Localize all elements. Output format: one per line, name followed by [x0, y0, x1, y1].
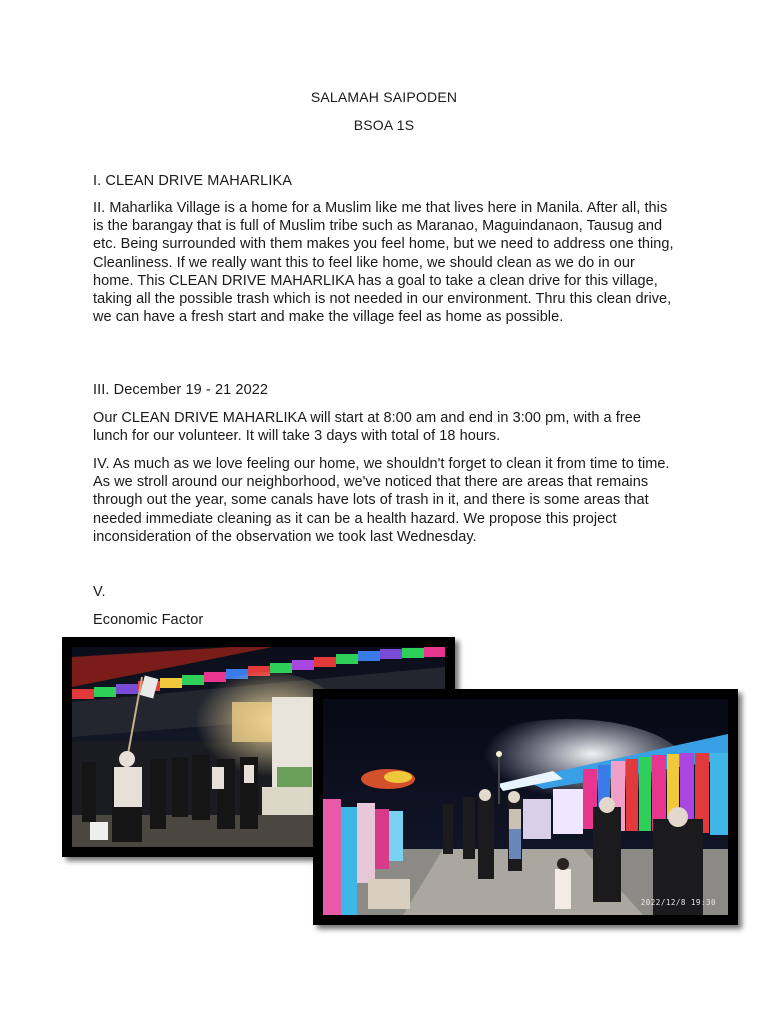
schedule-paragraph: Our CLEAN DRIVE MAHARLIKA will start at 8:00 am and end in 3:00 pm, with a free lunch for our volunteer. It will take 3 days with total of 18 hours.	[93, 410, 641, 445]
section-v-heading: V.	[93, 584, 106, 600]
rationale-paragraph: II. Maharlika Village is a home for a Muslim like me that lives here in Manila. After all, this is the barangay that is full of Muslim tribe such as Maranao, Maguindanaon, Tausug and etc. Being surrounded with them makes you feel home, but we need to address one thing, Cleanliness. If we really want this to feel like home, we should clean as we do in our home. This CLEAN DRIVE MAHARLIKA has a goal to take a clean drive for this village, taking all the possible trash which is not needed in our environment. Thru this clean drive, we can have a fresh start and make the village feel as home as possible.	[93, 200, 674, 326]
observation-paragraph: IV. As much as we love feeling our home, we shouldn't forget to clean it from time to time. As we stroll around our neighborhood, we've noticed that there are areas that remains through out the year, some canals have lots of trash in it, and there is some areas that needed immediate cleaning as it can be a health hazard. We propose this project inconsideration of the observation we took last Wednesday.	[93, 456, 670, 545]
economic-factor-heading: Economic Factor	[93, 612, 204, 628]
date-heading: III. December 19 - 21 2022	[93, 382, 269, 398]
night-market-street-image	[323, 699, 728, 915]
course-section: BSOA 1S	[353, 117, 415, 133]
market-photo-2	[313, 689, 738, 925]
author-name: SALAMAH SAIPODEN	[310, 89, 458, 105]
section-title: I. CLEAN DRIVE MAHARLIKA	[93, 173, 293, 189]
photo-timestamp: 2022/12/8 19:30	[640, 898, 716, 907]
